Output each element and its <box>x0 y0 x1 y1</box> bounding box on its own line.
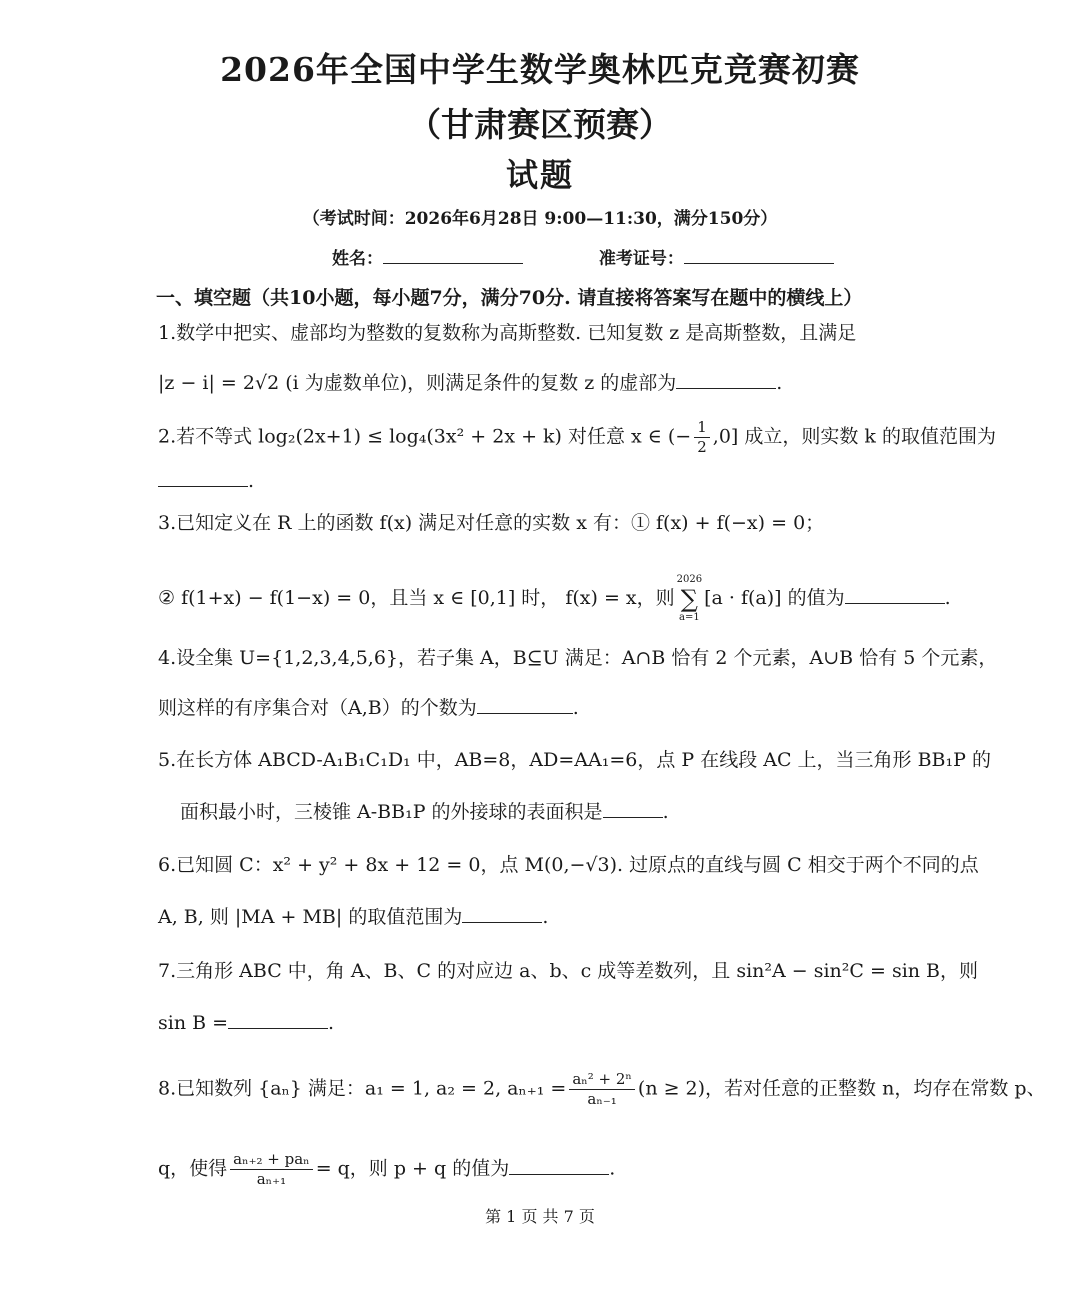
id-blank[interactable] <box>684 249 834 264</box>
answer-blank-3[interactable] <box>845 585 945 604</box>
question-8-line-1: 8.已知数列 {aₙ} 满足：a₁ = 1, a₂ = 2, aₙ₊₁ = $\frac{\text{aₙ² + 2ⁿ}}{\text{aₙ₋₁}}$ (n ≥ 2)，若对任意的正整数 n，均存在常数 p、 <box>158 1070 1046 1108</box>
question-6-line-2: A, B, 则 |MA + MB| 的取值范围为 . <box>158 906 549 928</box>
question-2-line-1: 2.若不等式 log₂(2x+1) ≤ log₄(3x² + 2x + k) 对任意 x ∈ (− $\frac{1}{2}$ ,0] 成立，则实数 k 的取值范围为 <box>158 418 996 456</box>
answer-blank-5[interactable] <box>603 799 663 818</box>
section-heading: 一、填空题（共10小题，每小题7分，满分70分. 请直接将答案写在题中的横线上） <box>156 287 863 309</box>
question-4-line-2: 则这样的有序集合对（A,B）的个数为 . <box>158 697 579 719</box>
answer-blank-7[interactable] <box>228 1010 328 1029</box>
answer-blank-1[interactable] <box>676 370 776 389</box>
question-7-line-1: 7.三角形 ABC 中，角 A、B、C 的对应边 a、b、c 成等差数列，且 sin²A − sin²C = sin B，则 <box>158 960 979 982</box>
question-5-line-1: 5.在长方体 ABCD-A₁B₁C₁D₁ 中，AB=8，AD=AA₁=6，点 P 在线段 AC 上，当三角形 BB₁P 的 <box>158 749 991 771</box>
question-6-line-1: 6.已知圆 C：x² + y² + 8x + 12 = 0，点 M(0,−√3). 过原点的直线与圆 C 相交于两个不同的点 <box>158 854 979 876</box>
question-3-line-1: 3.已知定义在 R 上的函数 f(x) 满足对任意的实数 x 有：① f(x) + f(−x) = 0； <box>158 512 825 534</box>
page-number: 第 1 页 共 7 页 <box>485 1207 595 1226</box>
name-blank[interactable] <box>383 249 523 264</box>
candidate-fields <box>332 244 834 269</box>
question-3-line-2: ② f(1+x) − f(1−x) = 0，且当 x ∈ [0,1] 时， f(x) = x，则 2026 ∑ a=1 [a · f(a)] 的值为 . <box>158 574 951 623</box>
question-1-line-1: 1.数学中把实、虚部均为整数的复数称为高斯整数. 已知复数 z 是高斯整数，且满足 <box>158 322 857 344</box>
exam-title: 2026年全国中学生数学奥林匹克竞赛初赛 <box>220 50 860 89</box>
summation: 2026 ∑ a=1 <box>676 574 703 623</box>
exam-region: （甘肃赛区预赛） <box>408 105 672 144</box>
question-5-line-2: 面积最小时，三棱锥 A-BB₁P 的外接球的表面积是 . <box>180 801 669 823</box>
answer-blank-4[interactable] <box>477 695 573 714</box>
answer-blank-2[interactable] <box>158 468 248 487</box>
fraction: $\frac{\text{aₙ₊₂ + paₙ}}{\text{aₙ₊₁}}$ <box>230 1150 313 1189</box>
answer-blank-8[interactable] <box>509 1156 609 1175</box>
question-2-line-2: . <box>158 468 958 494</box>
id-label: 准考证号： <box>598 249 684 269</box>
question-4-line-1: 4.设全集 U={1,2,3,4,5,6}，若子集 A，B⊆U 满足：A∩B 恰有 2 个元素，A∪B 恰有 5 个元素， <box>158 647 998 669</box>
question-7-line-2: sin B = . <box>158 1012 335 1034</box>
name-label: 姓名： <box>332 249 383 269</box>
question-1-line-2: |z − i| = 2√2 (i 为虚数单位)，则满足条件的复数 z 的虚部为 . <box>158 372 783 394</box>
exam-subtitle: 试题 <box>505 156 574 194</box>
exam-info: （考试时间：2026年6月28日 9:00—11:30，满分150分） <box>302 209 778 229</box>
fraction: $\frac{\text{aₙ² + 2ⁿ}}{\text{aₙ₋₁}}$ <box>569 1070 635 1109</box>
fraction: $\frac{1}{2}$ <box>694 418 710 457</box>
question-8-line-2: q，使得 $\frac{\text{aₙ₊₂ + paₙ}}{\text{aₙ₊₁}}$ = q，则 p + q 的值为 . <box>158 1150 616 1188</box>
answer-blank-6[interactable] <box>462 904 542 923</box>
